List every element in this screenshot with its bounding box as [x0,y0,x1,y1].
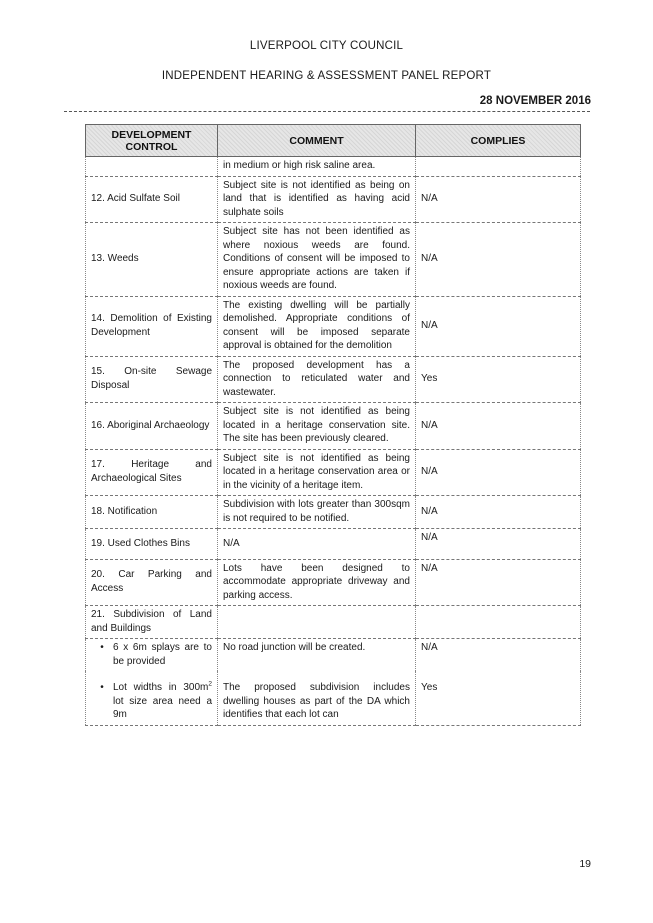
complies-cell: N/A [416,296,581,356]
table-row [86,176,581,223]
comment-cell: Subject site has not been identified as where noxious weeds are found. Conditions of consent will be imposed to ensure appropriate actions are taken if noxious weeds are found. [218,223,416,297]
comment-cell: Subdivision with lots greater than 300sqm is not required to be notified. [218,496,416,529]
complies-cell: N/A [416,449,581,496]
table-row-bullet [86,639,581,672]
control-cell [86,671,218,725]
column-header-comment: COMMENT [218,125,416,157]
complies-cell [416,157,581,177]
complies-cell: Yes [416,356,581,403]
table-row [86,296,581,356]
complies-cell: N/A [416,223,581,297]
control-cell: 20. Car Parking and Access [86,559,218,606]
table-row [86,496,581,529]
complies-cell: N/A [416,403,581,450]
control-cell: 17. Heritage and Archaeological Sites [86,449,218,496]
control-cell: 13. Weeds [86,223,218,297]
comment-cell: Lots have been designed to accommodate appropriate driveway and parking access. [218,559,416,606]
complies-cell: N/A [416,529,581,560]
table-row [86,559,581,606]
table-row-bullet [86,671,581,725]
control-cell: 15. On-site Sewage Disposal [86,356,218,403]
complies-cell: N/A [416,639,581,672]
comment-cell [218,606,416,639]
table-row [86,356,581,403]
header-divider [64,111,590,112]
report-date: 28 NOVEMBER 2016 [479,95,591,107]
complies-cell: N/A [416,559,581,606]
table-row [86,449,581,496]
complies-cell: N/A [416,176,581,223]
table-row-continuation [86,157,581,177]
comment-cell: The proposed development has a connection to reticulated water and wastewater. [218,356,416,403]
table-header-row [86,125,581,157]
comment-cell: The proposed subdivision includes dwelling houses as part of the DA which identifies that each lot can [218,671,416,725]
comment-cell: in medium or high risk saline area. [218,157,416,177]
table-row [86,223,581,297]
bullet-text: Lot widths in $300m^2$ lot size area need a 9m [113,680,212,720]
column-header-development-control: DEVELOPMENT CONTROL [86,125,218,157]
control-cell: 21. Subdivision of Land and Buildings [86,606,218,639]
table-row-subdivision-heading [86,606,581,639]
report-title: INDEPENDENT HEARING & ASSESSMENT PANEL REPORT [161,70,492,82]
comment-cell: N/A [218,529,416,560]
council-name: LIVERPOOL CITY COUNCIL [249,40,404,52]
control-cell: 12. Acid Sulfate Soil [86,176,218,223]
control-cell [86,639,218,672]
comment-cell: The existing dwelling will be partially demolished. Appropriate conditions of consent will be imposed separate approval is obtained for the demolition [218,296,416,356]
table-row [86,403,581,450]
control-cell: 18. Notification [86,496,218,529]
complies-cell: Yes [416,671,581,725]
complies-cell [416,606,581,639]
development-control-table [85,124,581,726]
comment-cell: Subject site is not identified as being on land that is identified as having acid sulphate soils [218,176,416,223]
comment-cell: No road junction will be created. [218,639,416,672]
control-cell: 14. Demolition of Existing Development [86,296,218,356]
comment-cell: Subject site is not identified as being located in a heritage conservation area or in the vicinity of a heritage item. [218,449,416,496]
bullet-text: 6 x 6m splays are to be provided [113,642,212,667]
column-header-complies: COMPLIES [416,125,581,157]
control-cell: 19. Used Clothes Bins [86,529,218,560]
complies-cell: N/A [416,496,581,529]
bullet-icon: • [100,642,104,653]
table-row [86,529,581,560]
control-cell [86,157,218,177]
page-number: 19 [579,858,591,870]
comment-cell: Subject site is not identified as being located in a heritage conservation site. The site has been previously cleared. [218,403,416,450]
bullet-icon: • [100,682,104,693]
control-cell: 16. Aboriginal Archaeology [86,403,218,450]
